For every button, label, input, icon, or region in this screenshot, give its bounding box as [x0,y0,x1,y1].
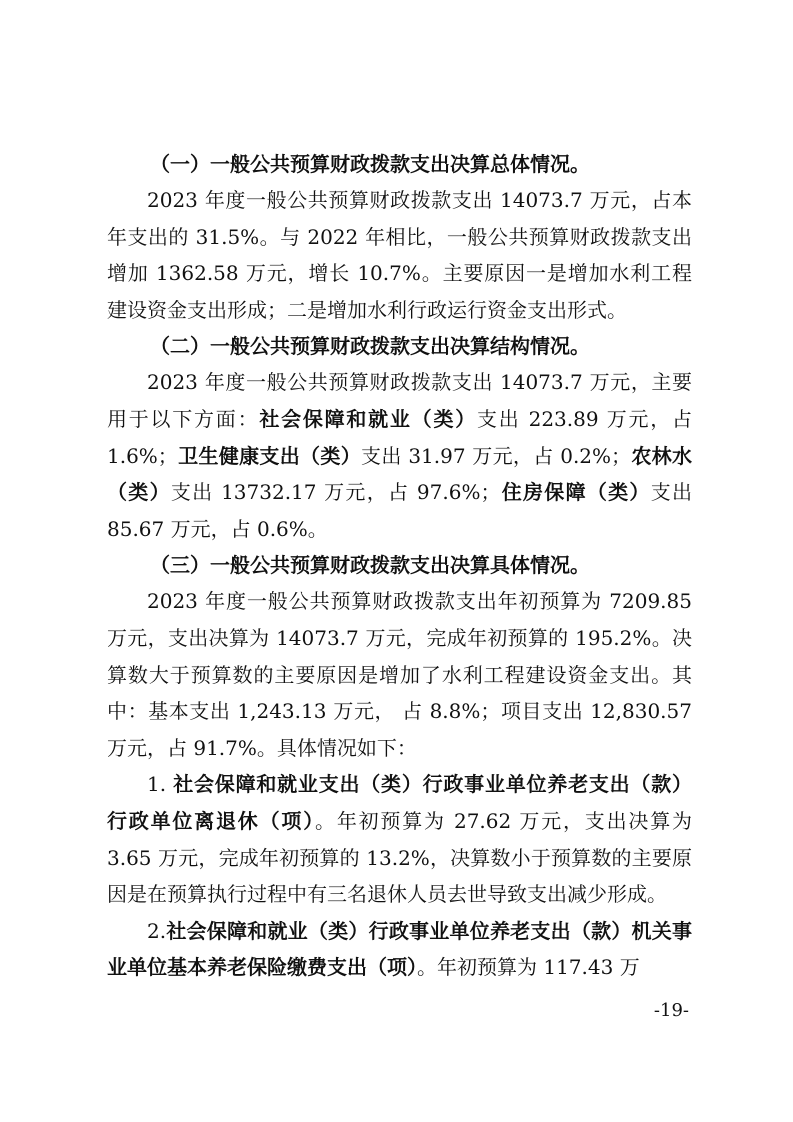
item-number: 1. [147,772,174,797]
section-paragraph-2 [107,364,692,547]
section-paragraph-3 [107,583,692,766]
text-run: 2023 年度一般公共预算财政拨款支出 14073.7 万元，占本年支出的 31.5%。与 2022 年相比，一般公共预算财政拨款支出增加 1362.58 万元，增长 10.7%。主要原因一是增加水利工程建设资金支出形成；二是增加水利行政运行资金支出形式。 [107,188,692,322]
detail-item-1 [107,766,692,912]
text-run: 支出 223.89 万元，占 1.6%； [107,406,693,468]
item-number: 2. [147,918,167,943]
section-paragraph-1 [107,182,692,328]
detail-item-2 [107,913,692,986]
item-title: 社会保障和就业支出（类）行政事业单位养老支出（款）行政单位离退休（项） [107,772,692,833]
page-number: -19- [653,1000,689,1021]
item-title: 社会保障和就业（类）行政事业单位养老支出（款）机关事业单位基本养老保险缴费支出（项） [107,918,692,980]
section-heading-1: （一）一般公共预算财政拨款支出决算总体情况。 [150,152,590,176]
section-heading-3: （三）一般公共预算财政拨款支出决算具体情况。 [150,553,590,578]
category-label: 住房保障（类） [500,480,651,505]
text-run: 支出 31.97 万元，占 0.2%； [361,443,632,468]
text-run: 支出 85.67 万元，占 0.6%。 [107,480,693,541]
section-heading-2: （二）一般公共预算财政拨款支出决算结构情况。 [150,334,590,359]
document-page [107,146,692,986]
text-run: 。年初预算为 27.62 万元，支出决算为 3.65 万元，完成年初预算的 13.2%，决算数小于预算数的主要原因是在预算执行过程中有三名退休人员去世导致支出减少形成。 [107,808,692,907]
category-label: 卫生健康支出（类） [177,443,362,468]
category-label: 农林水（类） [107,443,693,505]
text-run: 2023 年度一般公共预算财政拨款支出年初预算为 7209.85 万元，支出决算为 14073.7 万元，完成年初预算的 195.2%。决算数大于预算数的主要原因是增加了水利工程建设资金支出。其中：基本支出 1,243.13 万元， 占 8.8%；项目支出 12,830.57 万元，占 91.7%。具体情况如下： [107,589,692,760]
text-run: 2023 年度一般公共预算财政拨款支出 14073.7 万元，主要用于以下方面： [107,370,692,431]
text-run: 支出 13732.17 万元，占 97.6%； [170,480,501,505]
text-run: 。年初预算为 117.43 万 [417,955,640,980]
category-label: 社会保障和就业（类） [259,406,477,431]
